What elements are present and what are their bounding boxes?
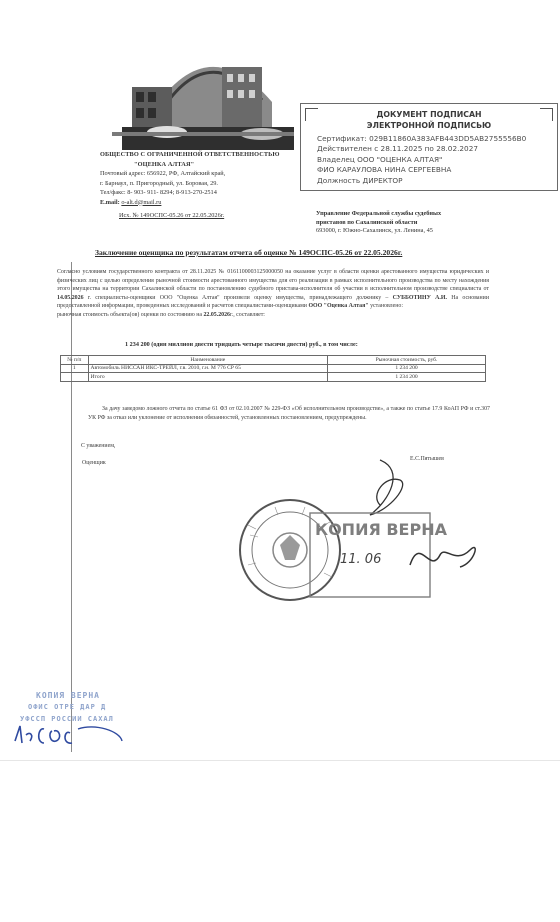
valuation-date: 22.05.2026 (203, 311, 230, 318)
table-cell (61, 373, 89, 382)
table-cell: 1 234 200 (328, 373, 486, 382)
company-logo-photo (112, 32, 294, 150)
table-row (61, 364, 486, 373)
table-header-row (61, 356, 486, 365)
scan-margin-line (71, 262, 72, 752)
bottom-stamp-line1: КОПИЯ ВЕРНА (36, 691, 100, 700)
paragraph-text: На основании предоставленной информации, проведенных исследований и расчетов специалистами-оценщиками (57, 294, 489, 310)
signature-header-line2: ЭЛЕКТРОННОЙ ПОДПИСЬЮ (366, 121, 492, 130)
paragraph-text: установлено: (370, 303, 403, 310)
seal-and-copy-stamp (220, 455, 550, 610)
paragraph-text: г. специалисты-оценщики ООО "Оценка Алтая" произвели оценку имущества, принадлежащего должнику – (87, 294, 389, 301)
page-edge-divider (0, 760, 560, 761)
recipient-line1: Управление Федеральной службы судебных (316, 210, 442, 217)
org-name-line2: "ОЦЕНКА АЛТАЯ" (134, 160, 195, 168)
bottom-stamp-line2: ОФИС ОТРЕ ДАР Д (28, 703, 107, 711)
appraiser-label: Оценщик (82, 460, 106, 466)
signature-validity: Действителен с 28.11.2025 по 28.02.2027 (317, 144, 478, 154)
bottom-stamp-line3: УФССП РОССИИ САХАЛ (20, 715, 114, 723)
table-header-cell: Рыночная стоимость, руб. (328, 356, 486, 365)
org-email (100, 198, 310, 208)
table-cell: Автомобиль НИССАН ИКС-ТРЕЙЛ, г.в. 2010, г.н. М 776 СР 65 (88, 364, 328, 373)
debtor-name: СУББОТИНУ А.И. (392, 294, 447, 301)
organization-requisites (100, 150, 310, 207)
org-name-line1: ОБЩЕСТВО С ОГРАНИЧЕННОЙ ОТВЕТСТВЕННОСТЬЮ (100, 151, 280, 158)
org-phones: Тел/факс: 8- 903- 911- 8294; 8-913-270-2514 (100, 189, 217, 196)
copy-stamp-date: 11. 06 (340, 552, 382, 567)
table-cell: Итого (88, 373, 328, 382)
email-label: E.mail: (100, 198, 120, 206)
table-cell: 1 234 200 (328, 364, 486, 373)
paragraph-text: рыночная стоимость объекта(ов) оценки по состоянию на (57, 311, 202, 318)
main-paragraph (57, 268, 489, 320)
signature-position: Должность ДИРЕКТОР (317, 175, 403, 185)
paragraph-text: Согласно условиям государственного контракта от 28.11.2025 № 0161100003125000050 на оказание услуг в области оценки арестованного имущества юридических и физических лиц с целью определения рыночной стоимости арестованного имущества для его реализации в рамках исполнительного производства по месту нахождения этого имущества на территории Сахалинской области по постановлению судебного пристава-исполнителя об участии в исполнительном производстве специалиста от (57, 269, 489, 293)
recipient-line3: 693000, г. Южно-Сахалинск, ул. Ленина, 45 (316, 227, 433, 234)
org-address-line2: г. Барнаул, п. Пригородный, ул. Боровая, 29. (100, 179, 219, 187)
resolution-date: 14.05.2026 (57, 294, 84, 301)
paragraph-text: г., составляет: (230, 311, 265, 318)
seal-emblem (280, 535, 300, 560)
corner-mark (305, 108, 318, 121)
outgoing-number: Исх. № 149ОСПС-05.26 от 22.05.2026г. (119, 212, 225, 219)
signature-owner: Владелец ООО "ОЦЕНКА АЛТАЯ" (317, 154, 443, 164)
table-cell: 1 (61, 364, 89, 373)
appraiser-signature (370, 460, 403, 515)
signature-fio: ФИО КАРАУЛОВА НИНА СЕРГЕЕВНА (317, 165, 452, 175)
valuation-table (60, 355, 486, 382)
liability-warning: За дачу заведомо ложного отчета по статье 61 ФЗ от 02.10.2007 № 229-ФЗ «Об исполнительном производстве», а также по статье 17.9 КоАП РФ и ст.307 УК РФ за отказ или уклонение от исполнения обязанностей, установленных постановлением, предупреждены. (88, 406, 490, 421)
document-title: Заключение оценщика по результатам отчета об оценке № 149ОСПС-05.26 от 22.05.2026г. (95, 248, 403, 257)
org-name-inline: ООО "Оценка Алтая" (308, 303, 369, 310)
closing-phrase: С уважением, (81, 443, 116, 449)
recipient-block (316, 210, 506, 236)
bottom-certification-stamp (10, 685, 125, 760)
electronic-signature-box (300, 103, 558, 191)
table-header-cell: № п/п (61, 356, 89, 365)
table-row (61, 373, 486, 382)
total-sum-line: 1 234 200 (один миллион двести тридцать четыре тысячи двести) руб., в том числе: (125, 341, 358, 348)
blue-signature (10, 721, 125, 751)
copy-stamp-signature (410, 548, 475, 567)
recipient-line2: приставов по Сахалинской области (316, 218, 418, 226)
corner-mark (540, 108, 553, 121)
appraiser-name: Е.С.Пятышев (410, 456, 444, 462)
org-address-line1: Почтовый адрес: 656922, РФ, Алтайский край, (100, 170, 226, 177)
signature-header-line1: ДОКУМЕНТ ПОДПИСАН (376, 110, 482, 119)
table-header-cell: Наименование (88, 356, 328, 365)
email-link[interactable]: o-alt.d@mail.ru (121, 198, 162, 206)
copy-stamp-text: КОПИЯ ВЕРНА (315, 520, 447, 539)
signature-certificate: Сертификат: 029B11860A383AFB443DD5AB2755556B0 (317, 134, 527, 143)
